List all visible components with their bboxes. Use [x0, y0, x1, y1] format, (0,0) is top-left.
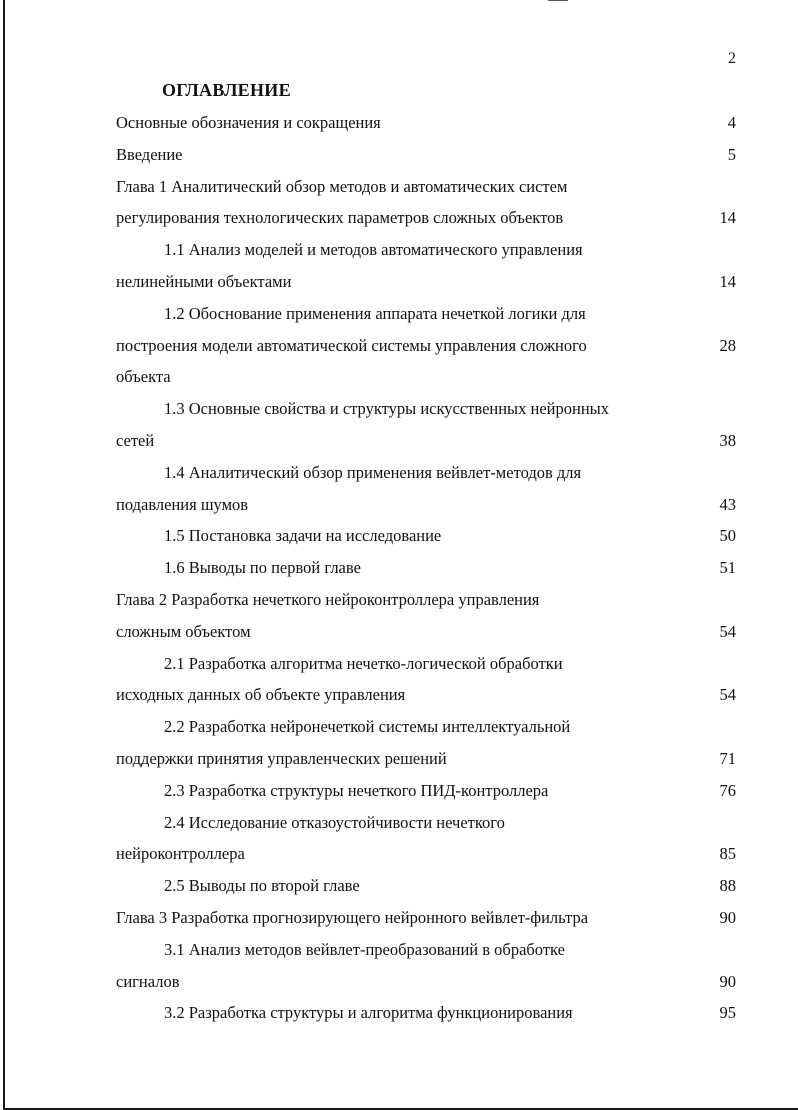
toc-entry-text-line: сетей: [116, 430, 155, 450]
toc-entry: [116, 393, 736, 457]
toc-entry-text-line: нейроконтроллера: [116, 844, 245, 864]
toc-entry-page: 14: [719, 271, 736, 291]
toc-entry-text-line: 2.5 Выводы по второй главе: [164, 876, 360, 896]
toc-entry-page: 28: [719, 335, 736, 355]
toc-entry-text-line: построения модели автоматической системы управления сложного: [116, 335, 587, 355]
toc-entry-page: 90: [719, 907, 736, 927]
toc-entry: [116, 584, 736, 648]
toc-entry: [116, 139, 736, 171]
toc-entry-text-line: сложным объектом: [116, 621, 251, 641]
toc-entry-page: 54: [719, 621, 736, 641]
toc-entry-text-line: 2.3 Разработка структуры нечеткого ПИД-контроллера: [164, 780, 549, 800]
toc-entry: [116, 457, 736, 521]
toc-entry-text-line: Глава 1 Аналитический обзор методов и автоматических систем: [116, 176, 568, 196]
toc-entry-page: 90: [719, 971, 736, 991]
scan-top-mark: [548, 0, 568, 1]
toc-entry-text-line: 1.3 Основные свойства и структуры искусственных нейронных: [164, 399, 610, 419]
toc-entry-page: 76: [719, 780, 736, 800]
toc-entry-text-line: объекта: [116, 367, 171, 387]
toc-entry-text-line: Глава 3 Разработка прогнозирующего нейронного вейвлет-фильтра: [116, 907, 589, 927]
toc-entry-text-line: подавления шумов: [116, 494, 249, 514]
toc-entry: [116, 107, 736, 139]
toc-entry-text-line: 3.2 Разработка структуры и алгоритма функционирования: [164, 1003, 573, 1023]
toc-entry-text-line: сигналов: [116, 971, 180, 991]
toc-entry: [116, 711, 736, 775]
toc-title: ОГЛАВЛЕНИЕ: [162, 80, 291, 100]
toc-entry-page: 14: [719, 208, 736, 228]
toc-entry: [116, 648, 736, 712]
toc-entry-text-line: исходных данных об объекте управления: [116, 685, 406, 705]
toc-entry-page: 85: [719, 844, 736, 864]
toc-entry-page: 54: [719, 685, 736, 705]
toc-entry-text-line: 2.2 Разработка нейронечеткой системы интеллектуальной: [164, 717, 571, 737]
toc-entry-text-line: Введение: [116, 144, 183, 164]
toc-entry-text-line: нелинейными объектами: [116, 271, 292, 291]
toc-entry: [116, 552, 736, 584]
toc-entry-page: 5: [727, 144, 736, 164]
toc-entry-page: 43: [719, 494, 736, 514]
toc-entry-text-line: 1.1 Анализ моделей и методов автоматического управления: [164, 240, 583, 260]
toc-entry-text-line: 1.5 Постановка задачи на исследование: [164, 526, 442, 546]
toc-entry-text-line: 1.6 Выводы по первой главе: [164, 558, 361, 578]
toc-entry: [116, 298, 736, 393]
toc-entry-text-line: Основные обозначения и сокращения: [116, 113, 381, 132]
toc-entry-page: 50: [719, 526, 736, 546]
toc-entry-page: 95: [719, 1003, 736, 1023]
toc-entry-text-line: 2.1 Разработка алгоритма нечетко-логической обработки: [164, 653, 563, 673]
toc-entry: [116, 775, 736, 807]
toc-entry-text-line: поддержки принятия управленческих решений: [116, 748, 447, 768]
toc-entry-page: 4: [727, 113, 736, 132]
toc-entry-page: 88: [719, 876, 736, 896]
toc-entry: [116, 870, 736, 902]
toc-entry: [116, 171, 736, 235]
toc-entry-text-line: 3.1 Анализ методов вейвлет-преобразований в обработке: [164, 939, 565, 959]
toc-entry-text-line: 2.4 Исследование отказоустойчивости нечеткого: [164, 812, 505, 832]
toc-entry-page: 71: [719, 748, 736, 768]
page-number: 2: [728, 50, 736, 67]
table-of-contents: [116, 107, 736, 1029]
toc-entry: [116, 902, 736, 934]
toc-entry: [116, 520, 736, 552]
toc-entry: [116, 807, 736, 871]
toc-entry-page: 38: [719, 430, 736, 450]
toc-entry-text-line: 1.4 Аналитический обзор применения вейвлет-методов для: [164, 462, 582, 482]
toc-entry: [116, 234, 736, 298]
scan-left-edge: [3, 0, 5, 1110]
toc-entry: [116, 934, 736, 998]
toc-entry-page: 51: [719, 558, 736, 578]
toc-entry-text-line: 1.2 Обоснование применения аппарата нечеткой логики для: [164, 303, 586, 323]
toc-entry-text-line: Глава 2 Разработка нечеткого нейроконтроллера управления: [116, 589, 540, 609]
toc-entry: [116, 997, 736, 1029]
toc-entry-text-line: регулирования технологических параметров сложных объектов: [116, 208, 564, 228]
